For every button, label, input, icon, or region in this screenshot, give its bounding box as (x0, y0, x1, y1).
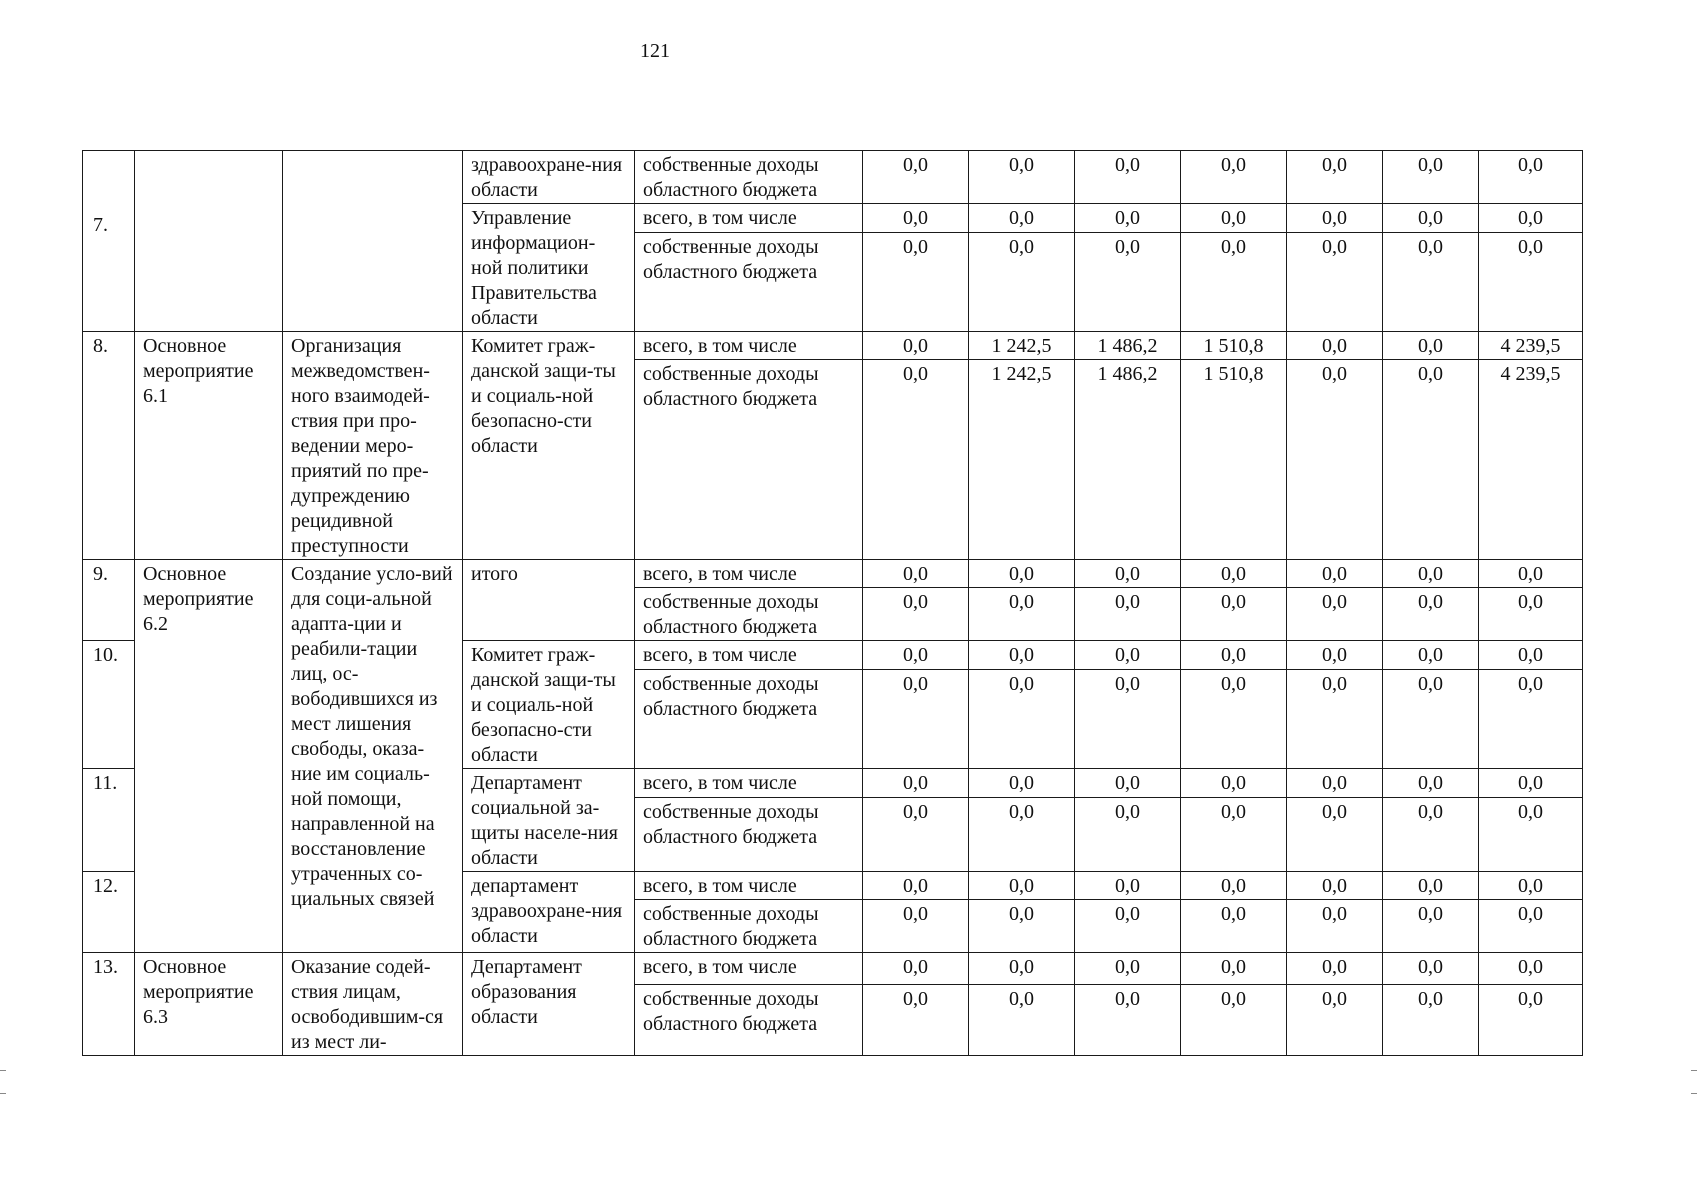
status-cell: Основное мероприятие 6.1 (135, 332, 283, 560)
value-cell: 0,0 (1383, 588, 1479, 641)
value-cell: 0,0 (1181, 769, 1287, 798)
status-cell (135, 151, 283, 332)
name-cell (283, 151, 463, 332)
value-cell: 0,0 (863, 797, 969, 871)
financing-type-cell: всего, в том числе (635, 560, 863, 588)
value-cell: 0,0 (1479, 900, 1583, 953)
financing-type-cell: всего, в том числе (635, 204, 863, 233)
value-cell: 0,0 (863, 641, 969, 670)
value-cell: 0,0 (1479, 204, 1583, 233)
value-cell: 0,0 (1383, 769, 1479, 798)
value-cell: 1 486,2 (1075, 360, 1181, 560)
financing-type-cell: всего, в том числе (635, 769, 863, 798)
row-number-cell: 13. (83, 953, 135, 1056)
value-cell: 0,0 (863, 151, 969, 204)
table-row (83, 953, 1583, 985)
status-cell: Основное мероприятие 6.2 (135, 560, 283, 953)
table-row (83, 151, 1583, 204)
value-cell: 0,0 (863, 985, 969, 1056)
value-cell: 0,0 (1181, 872, 1287, 900)
value-cell: 0,0 (863, 204, 969, 233)
value-cell: 0,0 (1287, 641, 1383, 670)
financing-type-cell: всего, в том числе (635, 641, 863, 670)
executor-cell: департамент здравоохране-ния области (463, 872, 635, 953)
value-cell: 0,0 (1075, 953, 1181, 985)
value-cell: 0,0 (1479, 872, 1583, 900)
financing-type-cell: собственные доходы областного бюджета (635, 151, 863, 204)
value-cell: 0,0 (863, 669, 969, 768)
value-cell: 0,0 (863, 953, 969, 985)
financing-type-cell: всего, в том числе (635, 332, 863, 360)
row-number-cell: 11. (83, 769, 135, 872)
value-cell: 0,0 (1383, 900, 1479, 953)
value-cell: 0,0 (1181, 151, 1287, 204)
value-cell: 0,0 (1479, 769, 1583, 798)
value-cell: 0,0 (1181, 900, 1287, 953)
scan-edge-mark (1691, 1070, 1697, 1094)
value-cell: 0,0 (969, 232, 1075, 331)
value-cell: 0,0 (1075, 797, 1181, 871)
value-cell: 0,0 (1075, 232, 1181, 331)
value-cell: 0,0 (969, 204, 1075, 233)
value-cell: 0,0 (1075, 669, 1181, 768)
value-cell: 0,0 (969, 953, 1075, 985)
financing-type-cell: собственные доходы областного бюджета (635, 669, 863, 768)
value-cell: 0,0 (1287, 151, 1383, 204)
value-cell: 0,0 (1075, 900, 1181, 953)
table-row (83, 332, 1583, 360)
value-cell: 0,0 (969, 669, 1075, 768)
name-cell: Организация межведомствен-ного взаимодей-ствия при про-ведении меро-приятий по пре-дупреждению рецидивной преступности (283, 332, 463, 560)
value-cell: 0,0 (1075, 985, 1181, 1056)
value-cell: 0,0 (1181, 232, 1287, 331)
value-cell: 0,0 (863, 360, 969, 560)
financing-type-cell: всего, в том числе (635, 872, 863, 900)
value-cell: 0,0 (1287, 953, 1383, 985)
financing-type-cell: собственные доходы областного бюджета (635, 232, 863, 331)
value-cell: 0,0 (1383, 204, 1479, 233)
value-cell: 0,0 (969, 872, 1075, 900)
value-cell: 0,0 (1479, 560, 1583, 588)
value-cell: 0,0 (1383, 151, 1479, 204)
value-cell: 0,0 (1181, 985, 1287, 1056)
value-cell: 0,0 (1479, 953, 1583, 985)
value-cell: 0,0 (1383, 953, 1479, 985)
value-cell: 0,0 (1383, 985, 1479, 1056)
value-cell: 0,0 (969, 769, 1075, 798)
value-cell: 0,0 (1287, 985, 1383, 1056)
financing-type-cell: всего, в том числе (635, 953, 863, 985)
executor-cell: Комитет граж-данской защи-ты и социаль-ной безопасно-сти области (463, 332, 635, 560)
scan-edge-mark (0, 1070, 6, 1094)
value-cell: 0,0 (969, 588, 1075, 641)
page-number: 121 (640, 40, 670, 62)
value-cell: 0,0 (1479, 151, 1583, 204)
value-cell: 0,0 (1479, 797, 1583, 871)
row-number-cell: 9. (83, 560, 135, 641)
value-cell: 0,0 (1287, 797, 1383, 871)
value-cell: 0,0 (863, 769, 969, 798)
value-cell: 0,0 (1181, 953, 1287, 985)
budget-table (82, 150, 1583, 1056)
name-cell: Оказание содей-ствия лицам, освободившим-ся из мест ли- (283, 953, 463, 1056)
value-cell: 0,0 (1075, 641, 1181, 670)
value-cell: 0,0 (1287, 360, 1383, 560)
value-cell: 0,0 (1075, 769, 1181, 798)
value-cell: 0,0 (969, 797, 1075, 871)
value-cell: 0,0 (1287, 900, 1383, 953)
value-cell: 4 239,5 (1479, 360, 1583, 560)
value-cell: 0,0 (969, 560, 1075, 588)
value-cell: 0,0 (1479, 669, 1583, 768)
value-cell: 0,0 (1479, 985, 1583, 1056)
executor-cell: Департамент образования области (463, 953, 635, 1056)
executor-cell: итого (463, 560, 635, 641)
value-cell: 0,0 (863, 560, 969, 588)
value-cell: 0,0 (1181, 560, 1287, 588)
value-cell: 0,0 (1383, 872, 1479, 900)
value-cell: 0,0 (969, 900, 1075, 953)
value-cell: 0,0 (1479, 232, 1583, 331)
value-cell: 0,0 (863, 332, 969, 360)
executor-cell: Комитет граж-данской защи-ты и социаль-ной безопасно-сти области (463, 641, 635, 769)
value-cell: 0,0 (1075, 588, 1181, 641)
value-cell: 0,0 (863, 872, 969, 900)
value-cell: 0,0 (863, 588, 969, 641)
value-cell: 0,0 (1287, 560, 1383, 588)
executor-cell: здравоохране-ния области (463, 151, 635, 204)
value-cell: 0,0 (1383, 360, 1479, 560)
row-number-label: 7. (93, 214, 108, 236)
value-cell: 0,0 (1075, 560, 1181, 588)
value-cell: 0,0 (1181, 797, 1287, 871)
financing-type-cell: собственные доходы областного бюджета (635, 985, 863, 1056)
value-cell: 0,0 (969, 641, 1075, 670)
value-cell: 0,0 (863, 232, 969, 331)
value-cell: 0,0 (1287, 232, 1383, 331)
value-cell: 0,0 (969, 151, 1075, 204)
value-cell: 0,0 (1181, 204, 1287, 233)
row-number-cell: 10. (83, 641, 135, 769)
value-cell: 0,0 (1181, 641, 1287, 670)
executor-cell: Департамент социальной за-щиты населе-ния области (463, 769, 635, 872)
status-cell: Основное мероприятие 6.3 (135, 953, 283, 1056)
row-number-cell: 12. (83, 872, 135, 953)
value-cell: 0,0 (1383, 560, 1479, 588)
value-cell: 0,0 (1287, 769, 1383, 798)
value-cell: 1 486,2 (1075, 332, 1181, 360)
financing-type-cell: собственные доходы областного бюджета (635, 797, 863, 871)
value-cell: 0,0 (969, 985, 1075, 1056)
value-cell: 0,0 (1287, 669, 1383, 768)
value-cell: 0,0 (1287, 332, 1383, 360)
value-cell: 0,0 (1383, 669, 1479, 768)
value-cell: 0,0 (1287, 872, 1383, 900)
value-cell: 0,0 (1383, 232, 1479, 331)
value-cell: 1 510,8 (1181, 332, 1287, 360)
value-cell: 0,0 (1383, 797, 1479, 871)
value-cell: 1 242,5 (969, 332, 1075, 360)
value-cell: 0,0 (863, 900, 969, 953)
financing-type-cell: собственные доходы областного бюджета (635, 588, 863, 641)
table-row (83, 560, 1583, 588)
executor-cell: Управление информацион-ной политики Правительства области (463, 204, 635, 332)
value-cell: 0,0 (1181, 669, 1287, 768)
value-cell: 0,0 (1075, 204, 1181, 233)
financing-type-cell: собственные доходы областного бюджета (635, 900, 863, 953)
value-cell: 0,0 (1383, 641, 1479, 670)
value-cell: 4 239,5 (1479, 332, 1583, 360)
value-cell: 0,0 (1287, 588, 1383, 641)
value-cell: 0,0 (1287, 204, 1383, 233)
value-cell: 0,0 (1075, 151, 1181, 204)
value-cell: 0,0 (1181, 588, 1287, 641)
value-cell: 0,0 (1479, 588, 1583, 641)
row-number-cell: 8. (83, 332, 135, 560)
financing-type-cell: собственные доходы областного бюджета (635, 360, 863, 560)
value-cell: 0,0 (1383, 332, 1479, 360)
value-cell: 1 242,5 (969, 360, 1075, 560)
name-cell: Создание усло-вий для соци-альной адапта-ции и реабили-тации лиц, ос-вободившихся из мест лишения свободы, оказа-ние им социаль-ной помощи, направленной на восстановление утраченных со-циальных связей (283, 560, 463, 953)
value-cell: 1 510,8 (1181, 360, 1287, 560)
value-cell: 0,0 (1479, 641, 1583, 670)
value-cell: 0,0 (1075, 872, 1181, 900)
row-number-cell (83, 151, 135, 332)
